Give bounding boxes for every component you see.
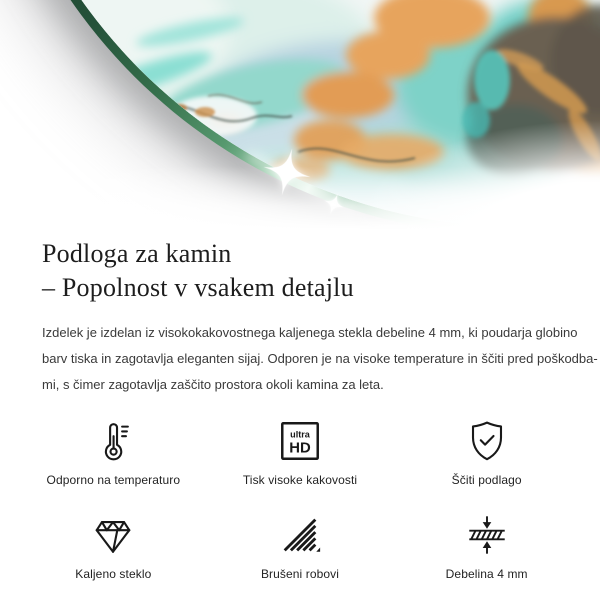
diamond-icon <box>90 512 136 558</box>
description-line: barv tiska in zagotavlja eleganten sijaj. Odporen je na visoke temperature in ščiti pred poškodba- <box>42 351 598 366</box>
feature-label: Odporno na temperaturo <box>46 473 181 487</box>
feature-label: Ščiti podlago <box>451 473 522 487</box>
ultra-hd-icon-text-bottom: HD <box>289 440 311 457</box>
feature-label: Brušeni robovi <box>260 567 340 581</box>
feature-label: Kaljeno steklo <box>75 567 152 581</box>
feature-beveled-edges <box>207 512 394 582</box>
product-image <box>0 0 600 234</box>
beveled-edge-icon <box>277 512 323 558</box>
feature-grid <box>10 418 590 582</box>
description-line: Izdelek je izdelan iz visokokakovostnega kaljenega stekla debeline 4 mm, ki poudarja globino <box>42 325 578 340</box>
feature-label: Tisk visoke kakovosti <box>242 473 358 487</box>
page-title <box>42 237 558 305</box>
feature-temperature <box>20 418 207 488</box>
feature-protection <box>393 418 580 488</box>
feature-thickness <box>393 512 580 582</box>
ultra-hd-icon-text-top: ultra <box>290 429 310 440</box>
thickness-icon <box>464 512 510 558</box>
page-title-line2: – Popolnost v vsakem detajlu <box>42 273 354 302</box>
product-description <box>42 320 598 398</box>
feature-print-quality <box>207 418 394 488</box>
page-title-line1: Podloga za kamin <box>42 239 232 268</box>
content-section <box>0 237 600 582</box>
thermometer-icon <box>90 418 136 464</box>
shield-check-icon <box>464 418 510 464</box>
ultra-hd-icon <box>277 418 323 464</box>
description-line: mi, s čimer zagotavlja zaščito prostora okoli kamina za leta. <box>42 377 384 392</box>
image-bottom-fade <box>0 0 600 234</box>
feature-label: Debelina 4 mm <box>445 567 528 581</box>
feature-tempered-glass <box>20 512 207 582</box>
